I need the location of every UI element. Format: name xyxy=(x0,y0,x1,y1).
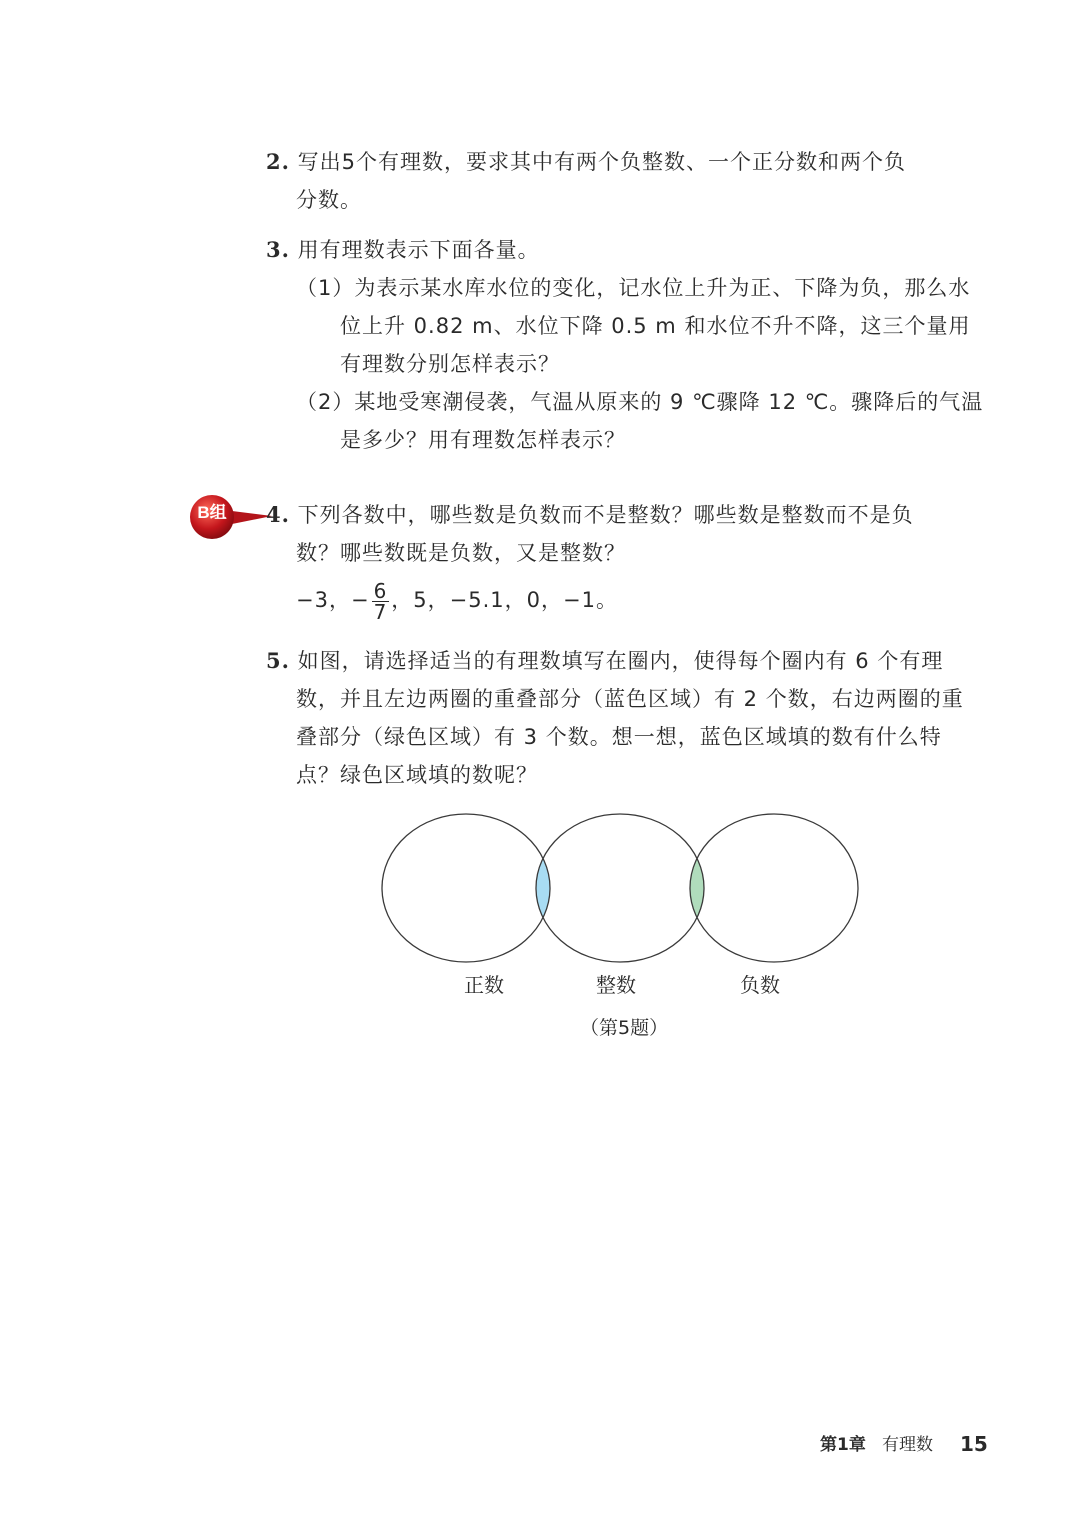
q2-line2: 分数。 xyxy=(296,188,362,212)
venn-label-negative: 负数 xyxy=(740,973,780,997)
q5-number: 5. xyxy=(266,648,290,673)
q3-sub2-line2: 是多少？用有理数怎样表示？ xyxy=(340,428,626,452)
q4-number-list xyxy=(296,578,618,622)
q5-text-1: 如图，请选择适当的有理数填写在圈内，使得每个圈内有 6 个有理 xyxy=(297,649,944,673)
q3-number: 3. xyxy=(266,237,290,262)
q4-numbers-after: ，5，−5.1，0，−1。 xyxy=(391,588,618,612)
b-group-badge xyxy=(188,494,272,540)
q3-sub2-line1: （2）某地受寒潮侵袭，气温从原来的 9 ℃骤降 12 ℃。骤降后的气温 xyxy=(296,390,984,414)
footer-chapter: 第1章 xyxy=(820,1435,866,1455)
q2-line1 xyxy=(266,148,906,176)
q4-text-1: 下列各数中，哪些数是负数而不是整数？哪些数是整数而不是负 xyxy=(297,503,914,527)
q3-text-1: 用有理数表示下面各量。 xyxy=(297,238,540,262)
blue-overlap-region xyxy=(536,814,704,962)
q3-sub1-line2: 位上升 0.82 m、水位下降 0.5 m 和水位不升不降，这三个量用 xyxy=(340,314,971,338)
page-number: 15 xyxy=(960,1432,988,1456)
venn-label-integer: 整数 xyxy=(596,973,636,997)
q4-numbers-before: −3，− xyxy=(296,588,370,612)
q3-sub1-line3: 有理数分别怎样表示？ xyxy=(340,352,560,376)
positive-circle xyxy=(382,814,550,962)
figure-caption: （第5题） xyxy=(580,1017,669,1039)
q5-line2: 数，并且左边两圈的重叠部分（蓝色区域）有 2 个数，右边两圈的重 xyxy=(296,687,964,711)
footer-chapter-title: 有理数 xyxy=(882,1435,933,1455)
q3-line1 xyxy=(266,236,540,264)
q4-line1 xyxy=(266,501,914,529)
q5-line3: 叠部分（绿色区域）有 3 个数。想一想，蓝色区域填的数有什么特 xyxy=(296,725,942,749)
negative-circle xyxy=(690,814,858,962)
q4-number: 4. xyxy=(266,502,290,527)
q2-text-1: 写出5个有理数，要求其中有两个负整数、一个正分数和两个负 xyxy=(297,150,906,174)
q2-number: 2. xyxy=(266,149,290,174)
q4-line2: 数？哪些数既是负数，又是整数？ xyxy=(296,541,626,565)
integer-circle xyxy=(536,814,704,962)
q5-line1 xyxy=(266,647,943,675)
q4-fraction xyxy=(372,578,390,624)
venn-diagram xyxy=(380,810,864,970)
q3-sub1-line1: （1）为表示某水库水位的变化，记水位上升为正、下降为负，那么水 xyxy=(296,276,971,300)
b-group-label: B组 xyxy=(197,503,227,522)
q5-line4: 点？绿色区域填的数呢？ xyxy=(296,763,538,787)
q4-fraction-denominator: 7 xyxy=(373,599,388,624)
green-overlap-region xyxy=(536,814,704,962)
q4-fraction-numerator: 6 xyxy=(373,578,388,603)
venn-label-positive: 正数 xyxy=(464,973,504,997)
